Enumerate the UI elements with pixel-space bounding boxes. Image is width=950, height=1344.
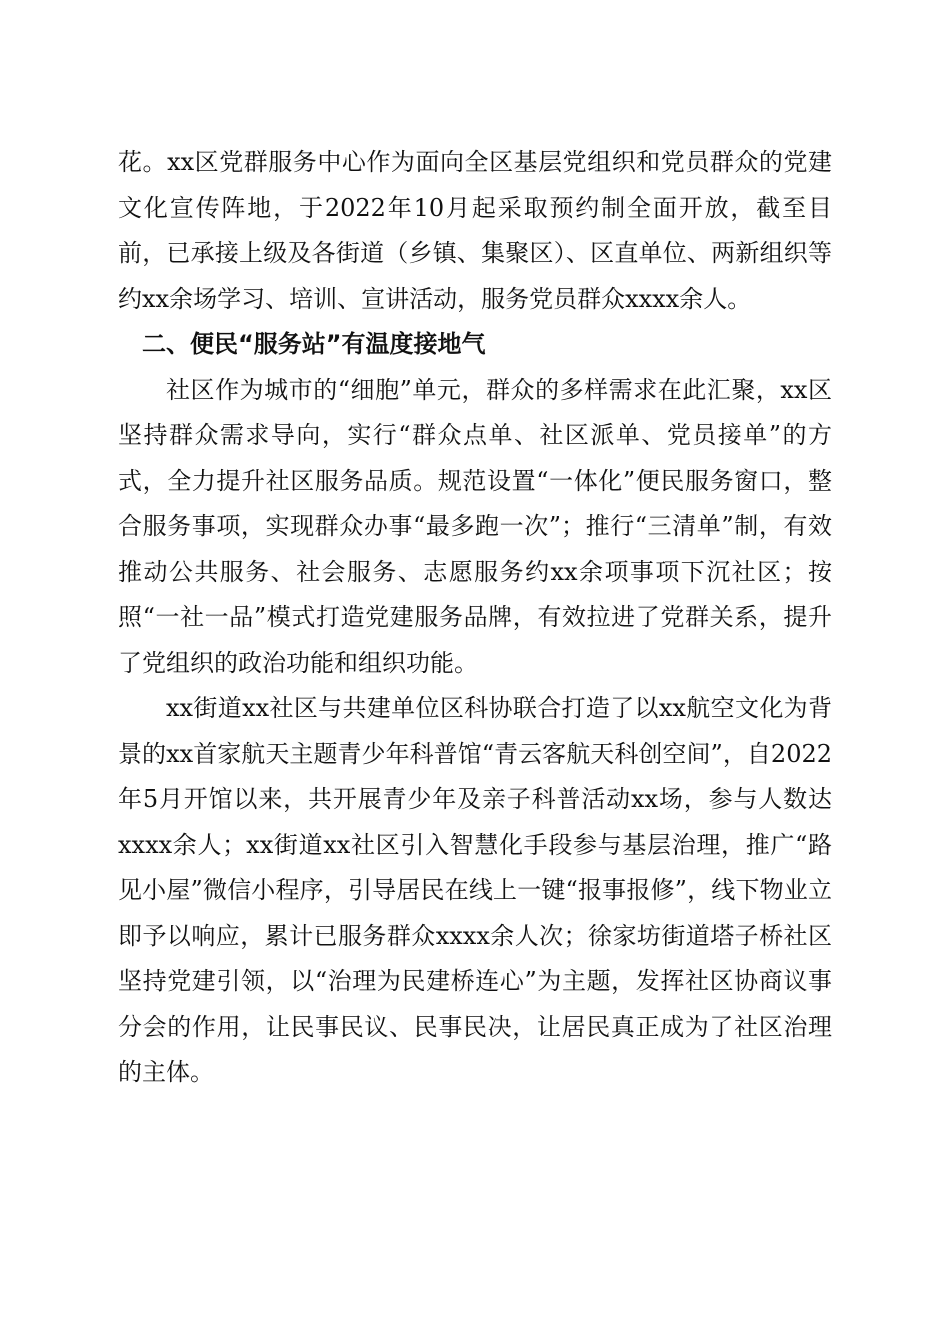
paragraph-community-service: 社区作为城市的“细胞”单元，群众的多样需求在此汇聚，xx区坚持群众需求导向，实行“群众点单、社区派单、党员接单”的方式，全力提升社区服务品质。规范设置“一体化”便民服务窗口，整合服务事项，实现群众办事“最多跑一次”；推行“三清单”制，有效推动公共服务、社会服务、志愿服务约xx余项事项下沉社区；按照“一社一品”模式打造党建服务品牌，有效拉进了党群关系，提升了党组织的政治功能和组织功能。 — [118, 375, 832, 677]
paragraph-community-examples: xx街道xx社区与共建单位区科协联合打造了以xx航空文化为背景的xx首家航天主题青少年科普馆“青云客航天科创空间”，自2022年5月开馆以来，共开展青少年及亲子科普活动xx场，参与人数达xxxx余人；xx街道xx社区引入智慧化手段参与基层治理，推广“路见小屋”微信小程序，引导居民在线上一键“报事报修”，线下物业立即予以响应，累计已服务群众xxxx余人次；徐家坊街道塔子桥社区坚持党建引领，以“治理为民建桥连心”为主题，发挥社区协商议事分会的作用，让民事民议、民事民决，让居民真正成为了社区治理的主体。 — [118, 694, 832, 1086]
section-heading-2: 二、便民“服务站”有温度接地气 — [142, 330, 486, 358]
paragraph-continuation: 花。xx区党群服务中心作为面向全区基层党组织和党员群众的党建文化宣传阵地，于2022年10月起采取预约制全面开放，截至目前，已承接上级及各街道（乡镇、集聚区）、区直单位、两新组织等约xx余场学习、培训、宣讲活动，服务党员群众xxxx余人。 — [118, 148, 832, 313]
document-page — [118, 140, 832, 1096]
